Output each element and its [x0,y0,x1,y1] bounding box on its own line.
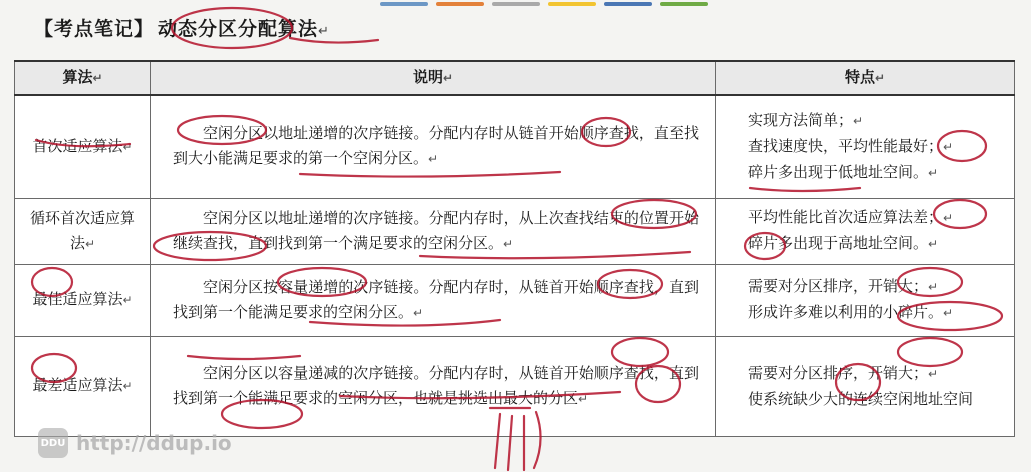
algorithm-name: 最佳适应算法↵ [15,264,151,336]
feature-item: 形成许多难以利用的小碎片。↵ [748,303,954,321]
color-bar [436,2,484,6]
table-row [15,264,1015,336]
note-tag: 【考点笔记】 [34,18,155,40]
feature-item: 查找速度快，平均性能最好；↵ [748,136,954,155]
note-title [34,14,330,41]
algorithm-features [716,336,1015,436]
header-description: 说明↵ [151,61,716,95]
algorithm-name: 循环首次适应算法↵ [15,198,151,264]
table-row [15,198,1015,264]
feature-item: 需要对分区排序，开销大；↵ [748,277,939,295]
feature-item: 碎片多出现于低地址空间。↵ [748,162,939,181]
feature-item: 使系统缺少大的连续空闲地址空间 [748,389,974,408]
color-bar [380,2,428,6]
algorithm-description: 空闲分区以容量递减的次序链接。分配内存时，从链首开始顺序查找，直到找到第一个能满足要求的空闲分区，也就是挑选出最大的分区↵ [151,336,716,436]
table-header-row [15,61,1015,95]
header-color-strip [380,2,708,6]
note-heading: 动态分区分配算法 [158,18,319,40]
algorithm-description: 空闲分区按容量递增的次序链接。分配内存时，从链首开始顺序查找，直到找到第一个能满足要求的空闲分区。↵ [151,264,716,336]
algorithm-features [716,95,1015,198]
feature-item: 需要对分区排序，开销大；↵ [748,363,939,382]
watermark-logo-icon: DDU [38,428,68,458]
algorithm-features [716,198,1015,264]
paragraph-mark-icon: ↵ [318,24,330,39]
algorithm-description: 空闲分区以地址递增的次序链接。分配内存时从链首开始顺序查找，直至找到大小能满足要求的第一个空闲分区。↵ [151,95,716,198]
color-bar [660,2,708,6]
watermark [38,428,232,458]
table-row [15,95,1015,198]
feature-item: 实现方法简单；↵ [748,110,864,129]
color-bar [548,2,596,6]
algorithm-name: 首次适应算法↵ [15,95,151,198]
algorithm-name: 最差适应算法↵ [15,336,151,436]
header-features: 特点↵ [716,61,1015,95]
feature-item: 平均性能比首次适应算法差；↵ [748,208,954,226]
color-bar [492,2,540,6]
feature-item: 碎片多出现于高地址空间。↵ [748,234,939,252]
watermark-url: http://ddup.io [76,431,232,455]
table-row [15,336,1015,436]
algorithm-features [716,264,1015,336]
algorithm-description: 空闲分区以地址递增的次序链接。分配内存时，从上次查找结束的位置开始继续查找，直到找到第一个满足要求的空闲分区。↵ [151,198,716,264]
header-algorithm: 算法↵ [15,61,151,95]
color-bar [604,2,652,6]
algorithm-table [14,60,1015,437]
